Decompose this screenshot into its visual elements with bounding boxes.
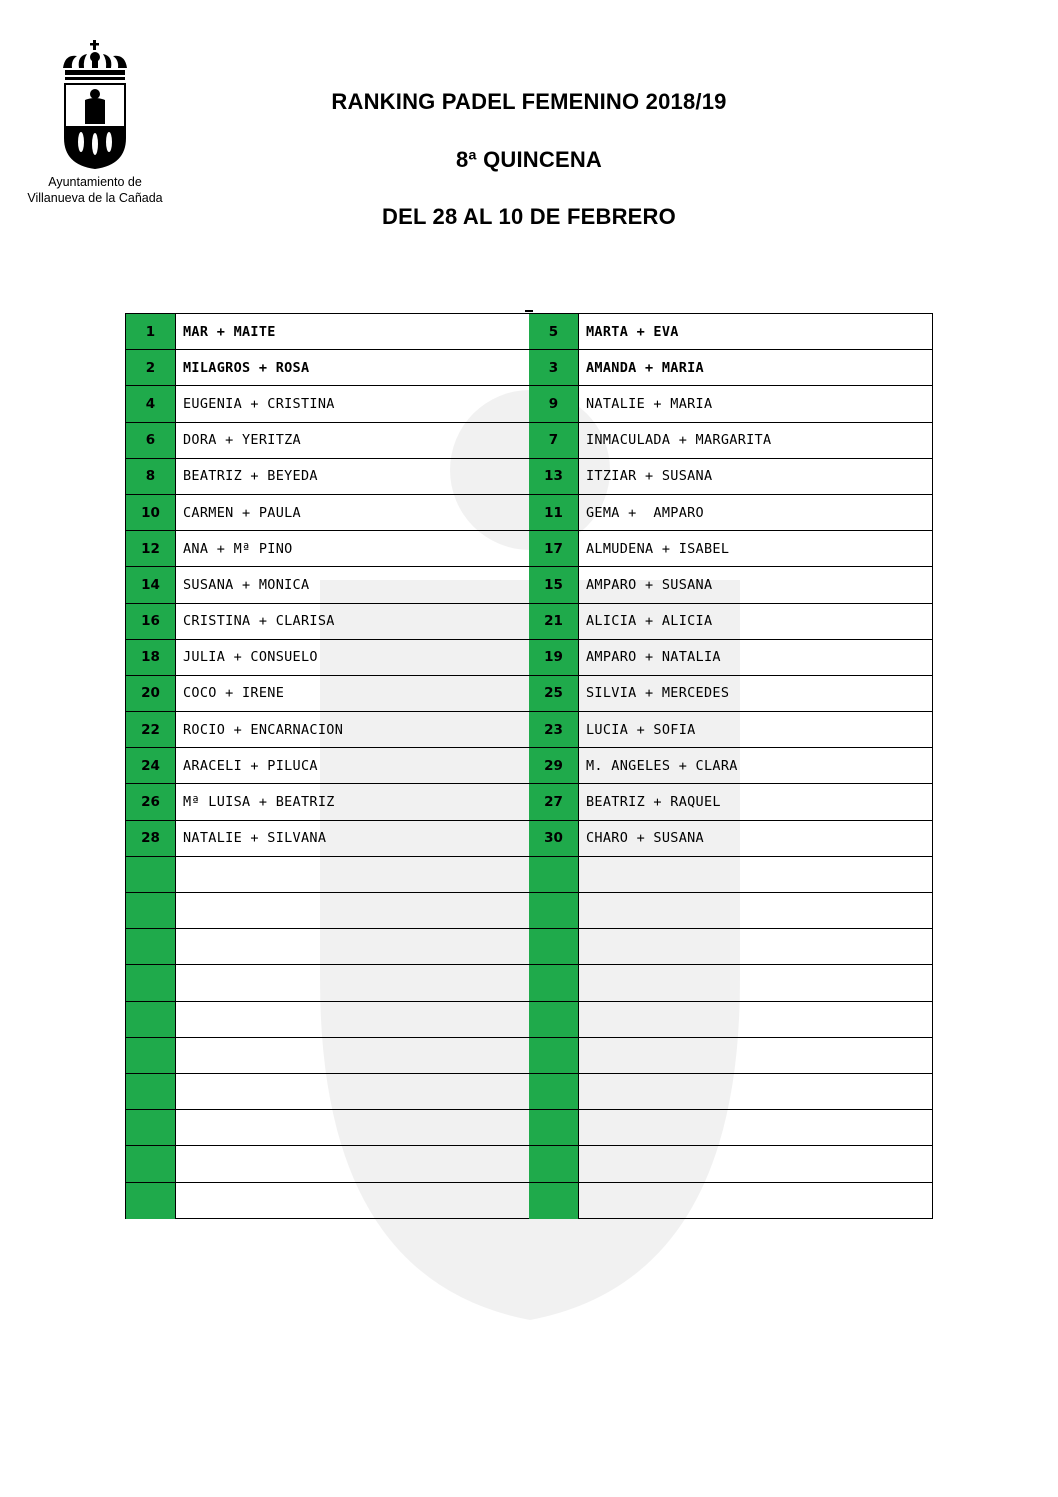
pair-name (176, 857, 529, 892)
rank-number: 12 (126, 531, 176, 566)
pair-name: COCO + IRENE (183, 685, 285, 702)
rank-number (529, 1146, 579, 1181)
pair-name (579, 1146, 932, 1181)
pair-name: ARACELI + PILUCA (183, 757, 318, 774)
rank-number: 9 (529, 386, 579, 421)
table-row (529, 1074, 932, 1110)
table-row (529, 1002, 932, 1038)
rank-number: 13 (529, 459, 579, 494)
table-row (126, 748, 529, 784)
pair-name: MAR + MAITE (183, 323, 276, 340)
rank-number: 21 (529, 604, 579, 639)
rank-number (529, 1038, 579, 1073)
table-row (126, 1146, 529, 1182)
table-row (529, 965, 932, 1001)
pair-name (176, 1002, 529, 1037)
pair-name (579, 1038, 932, 1073)
table-row (529, 423, 932, 459)
pair-name: SUSANA + MONICA (183, 576, 310, 593)
rank-number: 1 (126, 314, 176, 349)
rank-number (529, 929, 579, 964)
table-row (126, 929, 529, 965)
table-row (126, 567, 529, 603)
pair-name: BEATRIZ + RAQUEL (586, 794, 721, 811)
pair-name (579, 1183, 932, 1219)
pair-name: M. ANGELES + CLARA (586, 757, 738, 774)
pair-name: NATALIE + SILVANA (183, 830, 327, 847)
rank-number: 27 (529, 784, 579, 819)
ranking-column-right (529, 314, 932, 1217)
logo-text-line1: Ayuntamiento de (48, 175, 142, 189)
pair-name (176, 1074, 529, 1109)
logo-text-line2: Villanueva de la Cañada (27, 191, 163, 205)
table-row (529, 314, 932, 350)
rank-number: 22 (126, 712, 176, 747)
pair-name: INMACULADA + MARGARITA (586, 432, 772, 449)
table-row (126, 314, 529, 350)
rank-number: 10 (126, 495, 176, 530)
rank-number: 20 (126, 676, 176, 711)
rank-number (529, 1002, 579, 1037)
table-row (529, 567, 932, 603)
pair-name: CRISTINA + CLARISA (183, 613, 335, 630)
rank-number: 11 (529, 495, 579, 530)
rank-number: 3 (529, 350, 579, 385)
pair-name (176, 965, 529, 1000)
pair-name: BEATRIZ + BEYEDA (183, 468, 318, 485)
rank-number (126, 893, 176, 928)
pair-name: GEMA + AMPARO (586, 504, 704, 521)
rank-number (529, 857, 579, 892)
ranking-table (125, 313, 933, 1219)
pair-name: LUCIA + SOFIA (586, 721, 696, 738)
rank-number: 17 (529, 531, 579, 566)
table-row (126, 495, 529, 531)
table-row (529, 604, 932, 640)
pair-name: ITZIAR + SUSANA (586, 468, 713, 485)
table-row (126, 712, 529, 748)
table-row (126, 965, 529, 1001)
table-row (126, 893, 529, 929)
table-row (126, 676, 529, 712)
table-row (529, 531, 932, 567)
rank-number (126, 1146, 176, 1181)
table-row (126, 1074, 529, 1110)
rank-number: 25 (529, 676, 579, 711)
table-row (126, 350, 529, 386)
pair-name: Mª LUISA + BEATRIZ (183, 794, 335, 811)
pair-name (579, 893, 932, 928)
pair-name: NATALIE + MARIA (586, 395, 713, 412)
pair-name: DORA + YERITZA (183, 432, 301, 449)
rank-number: 19 (529, 640, 579, 675)
rank-number: 8 (126, 459, 176, 494)
pair-name: MILAGROS + ROSA (183, 359, 310, 376)
rank-number: 23 (529, 712, 579, 747)
table-row (529, 1183, 932, 1219)
rank-number (529, 1183, 579, 1219)
table-row (529, 893, 932, 929)
table-row (529, 1038, 932, 1074)
table-row (126, 1110, 529, 1146)
pair-name (176, 929, 529, 964)
pair-name: ANA + Mª PINO (183, 540, 293, 557)
pair-name: AMPARO + NATALIA (586, 649, 721, 666)
rank-number (126, 1002, 176, 1037)
rank-number (529, 893, 579, 928)
rank-number: 26 (126, 784, 176, 819)
table-row (529, 748, 932, 784)
ranking-column-left (126, 314, 530, 1217)
page-title: RANKING PADEL FEMENINO 2018/19 (331, 89, 727, 114)
rank-number (126, 1110, 176, 1145)
table-row (529, 350, 932, 386)
table-row (529, 1146, 932, 1182)
rank-number: 5 (529, 314, 579, 349)
table-row (126, 386, 529, 422)
rank-number: 2 (126, 350, 176, 385)
table-row (126, 531, 529, 567)
table-row (529, 676, 932, 712)
table-row (126, 459, 529, 495)
rank-number: 30 (529, 821, 579, 856)
pair-name (176, 1110, 529, 1145)
pair-name: EUGENIA + CRISTINA (183, 395, 335, 412)
table-row (126, 784, 529, 820)
table-row (126, 640, 529, 676)
pair-name: MARTA + EVA (586, 323, 679, 340)
rank-number: 15 (529, 567, 579, 602)
pair-name (579, 1074, 932, 1109)
table-row (126, 1002, 529, 1038)
divider-mark (525, 310, 533, 312)
table-row (529, 784, 932, 820)
table-row (126, 1038, 529, 1074)
rank-number (126, 929, 176, 964)
pair-name: JULIA + CONSUELO (183, 649, 318, 666)
pair-name: CARMEN + PAULA (183, 504, 301, 521)
rank-number (126, 965, 176, 1000)
table-row (126, 423, 529, 459)
pair-name (579, 857, 932, 892)
rank-number: 18 (126, 640, 176, 675)
rank-number (126, 1183, 176, 1219)
pair-name: AMPARO + SUSANA (586, 576, 713, 593)
municipal-logo (20, 38, 170, 206)
table-row (126, 821, 529, 857)
pair-name: SILVIA + MERCEDES (586, 685, 730, 702)
pair-name (579, 965, 932, 1000)
table-row (529, 857, 932, 893)
rank-number (126, 1074, 176, 1109)
table-row (126, 1183, 529, 1219)
pair-name: ALMUDENA + ISABEL (586, 540, 730, 557)
table-row (126, 604, 529, 640)
pair-name (176, 1038, 529, 1073)
table-row (529, 495, 932, 531)
table-row (529, 929, 932, 965)
pair-name: AMANDA + MARIA (586, 359, 704, 376)
table-row (126, 857, 529, 893)
pair-name: ALICIA + ALICIA (586, 613, 713, 630)
table-row (529, 386, 932, 422)
rank-number: 4 (126, 386, 176, 421)
pair-name (176, 1183, 529, 1219)
rank-number (126, 857, 176, 892)
rank-number: 28 (126, 821, 176, 856)
table-row (529, 1110, 932, 1146)
rank-number: 7 (529, 423, 579, 458)
table-row (529, 459, 932, 495)
page-period: DEL 28 AL 10 DE FEBRERO (382, 204, 676, 229)
rank-number (126, 1038, 176, 1073)
pair-name: ROCIO + ENCARNACION (183, 721, 344, 738)
page-subtitle: 8ª QUINCENA (455, 147, 603, 172)
pair-name (579, 1002, 932, 1037)
pair-name (176, 893, 529, 928)
rank-number: 24 (126, 748, 176, 783)
pair-name: CHARO + SUSANA (586, 830, 704, 847)
table-row (529, 640, 932, 676)
rank-number (529, 1110, 579, 1145)
rank-number: 29 (529, 748, 579, 783)
rank-number: 14 (126, 567, 176, 602)
rank-number (529, 965, 579, 1000)
pair-name (579, 1110, 932, 1145)
table-row (529, 821, 932, 857)
rank-number: 16 (126, 604, 176, 639)
pair-name (176, 1146, 529, 1181)
pair-name (579, 929, 932, 964)
table-row (529, 712, 932, 748)
rank-number: 6 (126, 423, 176, 458)
rank-number (529, 1074, 579, 1109)
